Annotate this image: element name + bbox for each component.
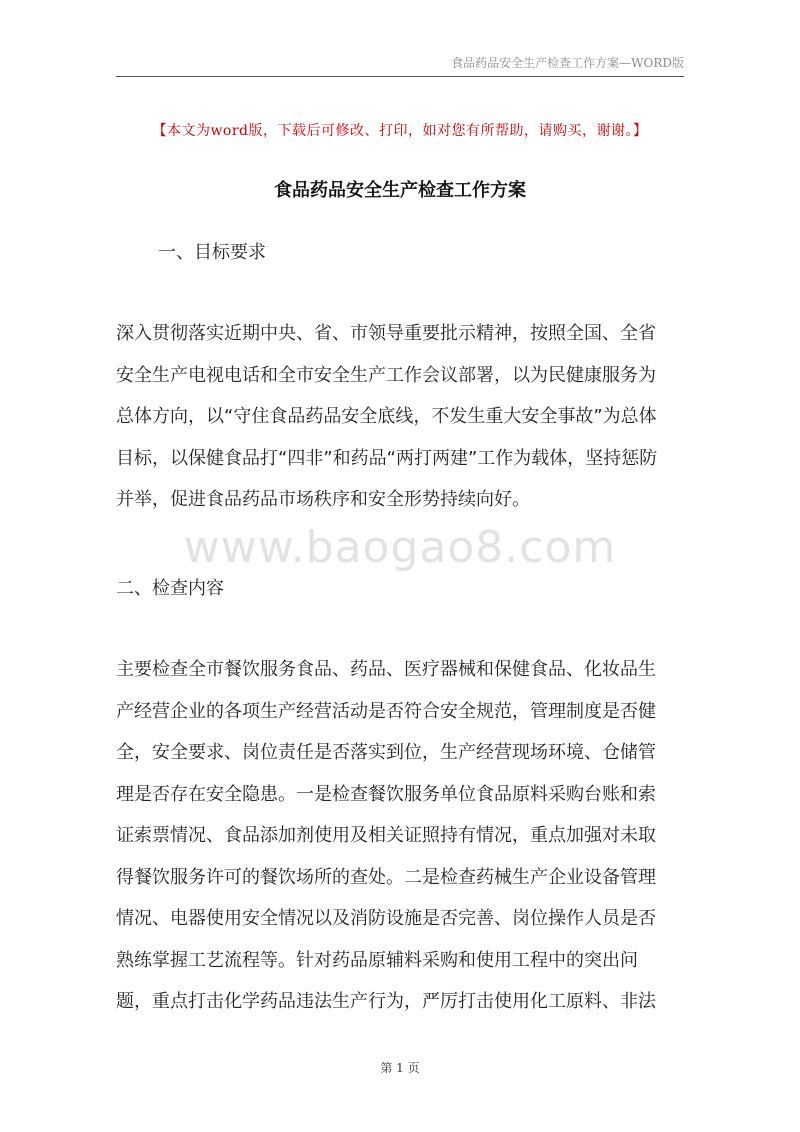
paragraph-line: 主要检查全市餐饮服务食品、药品、医疗器械和保健食品、化妆品生 (116, 659, 656, 680)
download-notice: 【本文为word版，下载后可修改、打印，如对您有所帮助，请购买，谢谢。】 (152, 123, 648, 139)
header-divider (116, 76, 684, 77)
paragraph-line: 安全生产电视电话和全市安全生产工作会议部署，以为民健康服务为 (116, 364, 656, 386)
paragraph-line: 产经营企业的各项生产经营活动是否符合安全规范，管理制度是否健 (116, 700, 656, 722)
section-paragraph-inspection (116, 649, 688, 1023)
paragraph-line: 总体方向，以“守住食品药品安全底线，不发生重大安全事故”为总体 (116, 406, 657, 427)
paragraph-line: 全，安全要求、岗位责任是否落实到位，生产经营现场环境、仓储管 (116, 742, 656, 763)
paragraph-line: 熟练掌握工艺流程等。针对药品原辅料采购和使用工程中的突出问 (116, 949, 638, 971)
paragraph-line: 证索票情况、食品添加剂使用及相关证照持有情况，重点加强对未取 (116, 825, 656, 846)
section-heading-goals: 一、目标要求 (158, 242, 266, 263)
paragraph-line: 情况、电器使用安全情况以及消防设施是否完善、岗位操作人员是否 (116, 908, 656, 929)
running-header-title: 食品药品安全生产检查工作方案—WORD版 (451, 56, 684, 70)
section-heading-inspection: 二、检查内容 (116, 578, 224, 599)
paragraph-line: 理是否存在安全隐患。一是检查餐饮服务单位食品原料采购台账和索 (116, 783, 656, 805)
paragraph-line: 并举，促进食品药品市场秩序和安全形势持续向好。 (116, 489, 530, 510)
paragraph-line: 题，重点打击化学药品违法生产行为，严厉打击使用化工原料、非法 (116, 991, 656, 1012)
page-number: 第 1 页 (380, 1061, 420, 1075)
section-paragraph-goals (116, 313, 688, 521)
paragraph-line: 目标，以保健食品打“四非”和药品“两打两建”工作为载体，坚持惩防 (116, 447, 658, 469)
paragraph-line: 得餐饮服务许可的餐饮场所的查处。二是检查药械生产企业设备管理 (116, 866, 656, 888)
paragraph-line: 深入贯彻落实近期中央、省、市领导重要批示精神，按照全国、全省 (116, 323, 656, 344)
watermark-text: www.baogao8.com (183, 522, 617, 573)
document-title: 食品药品安全生产检查工作方案 (274, 180, 526, 201)
